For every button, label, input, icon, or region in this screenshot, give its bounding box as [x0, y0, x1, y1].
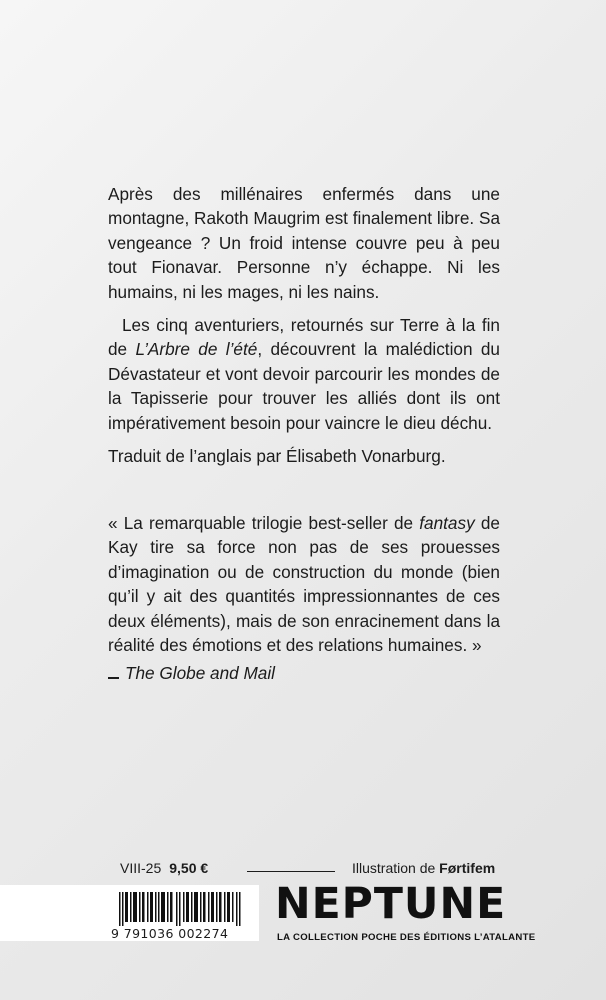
illustration-prefix: Illustration de [352, 860, 440, 876]
dash-mark [108, 677, 119, 679]
isbn-number: 9 791036 002274 [111, 926, 229, 941]
barcode-icon [119, 892, 241, 926]
book-title: L’Arbre de l’été [135, 339, 258, 360]
review-text-start: « La remarquable trilogie best-seller de [108, 513, 420, 533]
blurb [108, 182, 500, 468]
blurb-p2-text-start: Les cinq aventuriers, retournés sur Terre à la fin de [108, 315, 500, 360]
neptune-logo: NEPTUNE [275, 879, 507, 929]
review-attribution [108, 661, 500, 685]
blurb-paragraph-2 [108, 313, 500, 435]
review-emphasis: fantasy [419, 513, 475, 533]
reference-code: VIII-25 [120, 860, 162, 876]
collection-tagline: LA COLLECTION POCHE DES ÉDITIONS L’ATALANTE [277, 932, 536, 943]
price: 9,50 € [169, 860, 209, 876]
illustrator-name: Førtifem [439, 860, 496, 876]
price-info [120, 860, 208, 876]
divider-line [247, 871, 335, 872]
illustration-credit [352, 860, 495, 876]
review-text-end: de Kay tire sa force non pas de ses prouesses d’imagination ou de construction du monde (bien qu’il y ait des quantités impressionnantes de ces deux éléments), mais de son enracinement dans la réalité des émotions et des relations humaines. » [108, 513, 500, 656]
blurb-p2-text-end: , découvrent la malédiction du Dévastateur et vont devoir parcourir les mondes de la Tapisserie pour trouver les alliés dont ils ont impérativement besoin pour vaincre le dieu déchu. [108, 339, 500, 433]
translator-credit: Traduit de l’anglais par Élisabeth Vonarburg. [108, 446, 446, 467]
blurb-paragraph-1: Après des millénaires enfermés dans une montagne, Rakoth Maugrim est finalement libre. Sa vengeance ? Un froid intense couvre peu à peu tout Fionavar. Personne n’y échappe. Ni les humains, ni les mages, ni les nains. [108, 184, 500, 302]
review-text [108, 511, 500, 657]
review-source: The Globe and Mail [125, 663, 275, 684]
review-quote [108, 511, 500, 686]
